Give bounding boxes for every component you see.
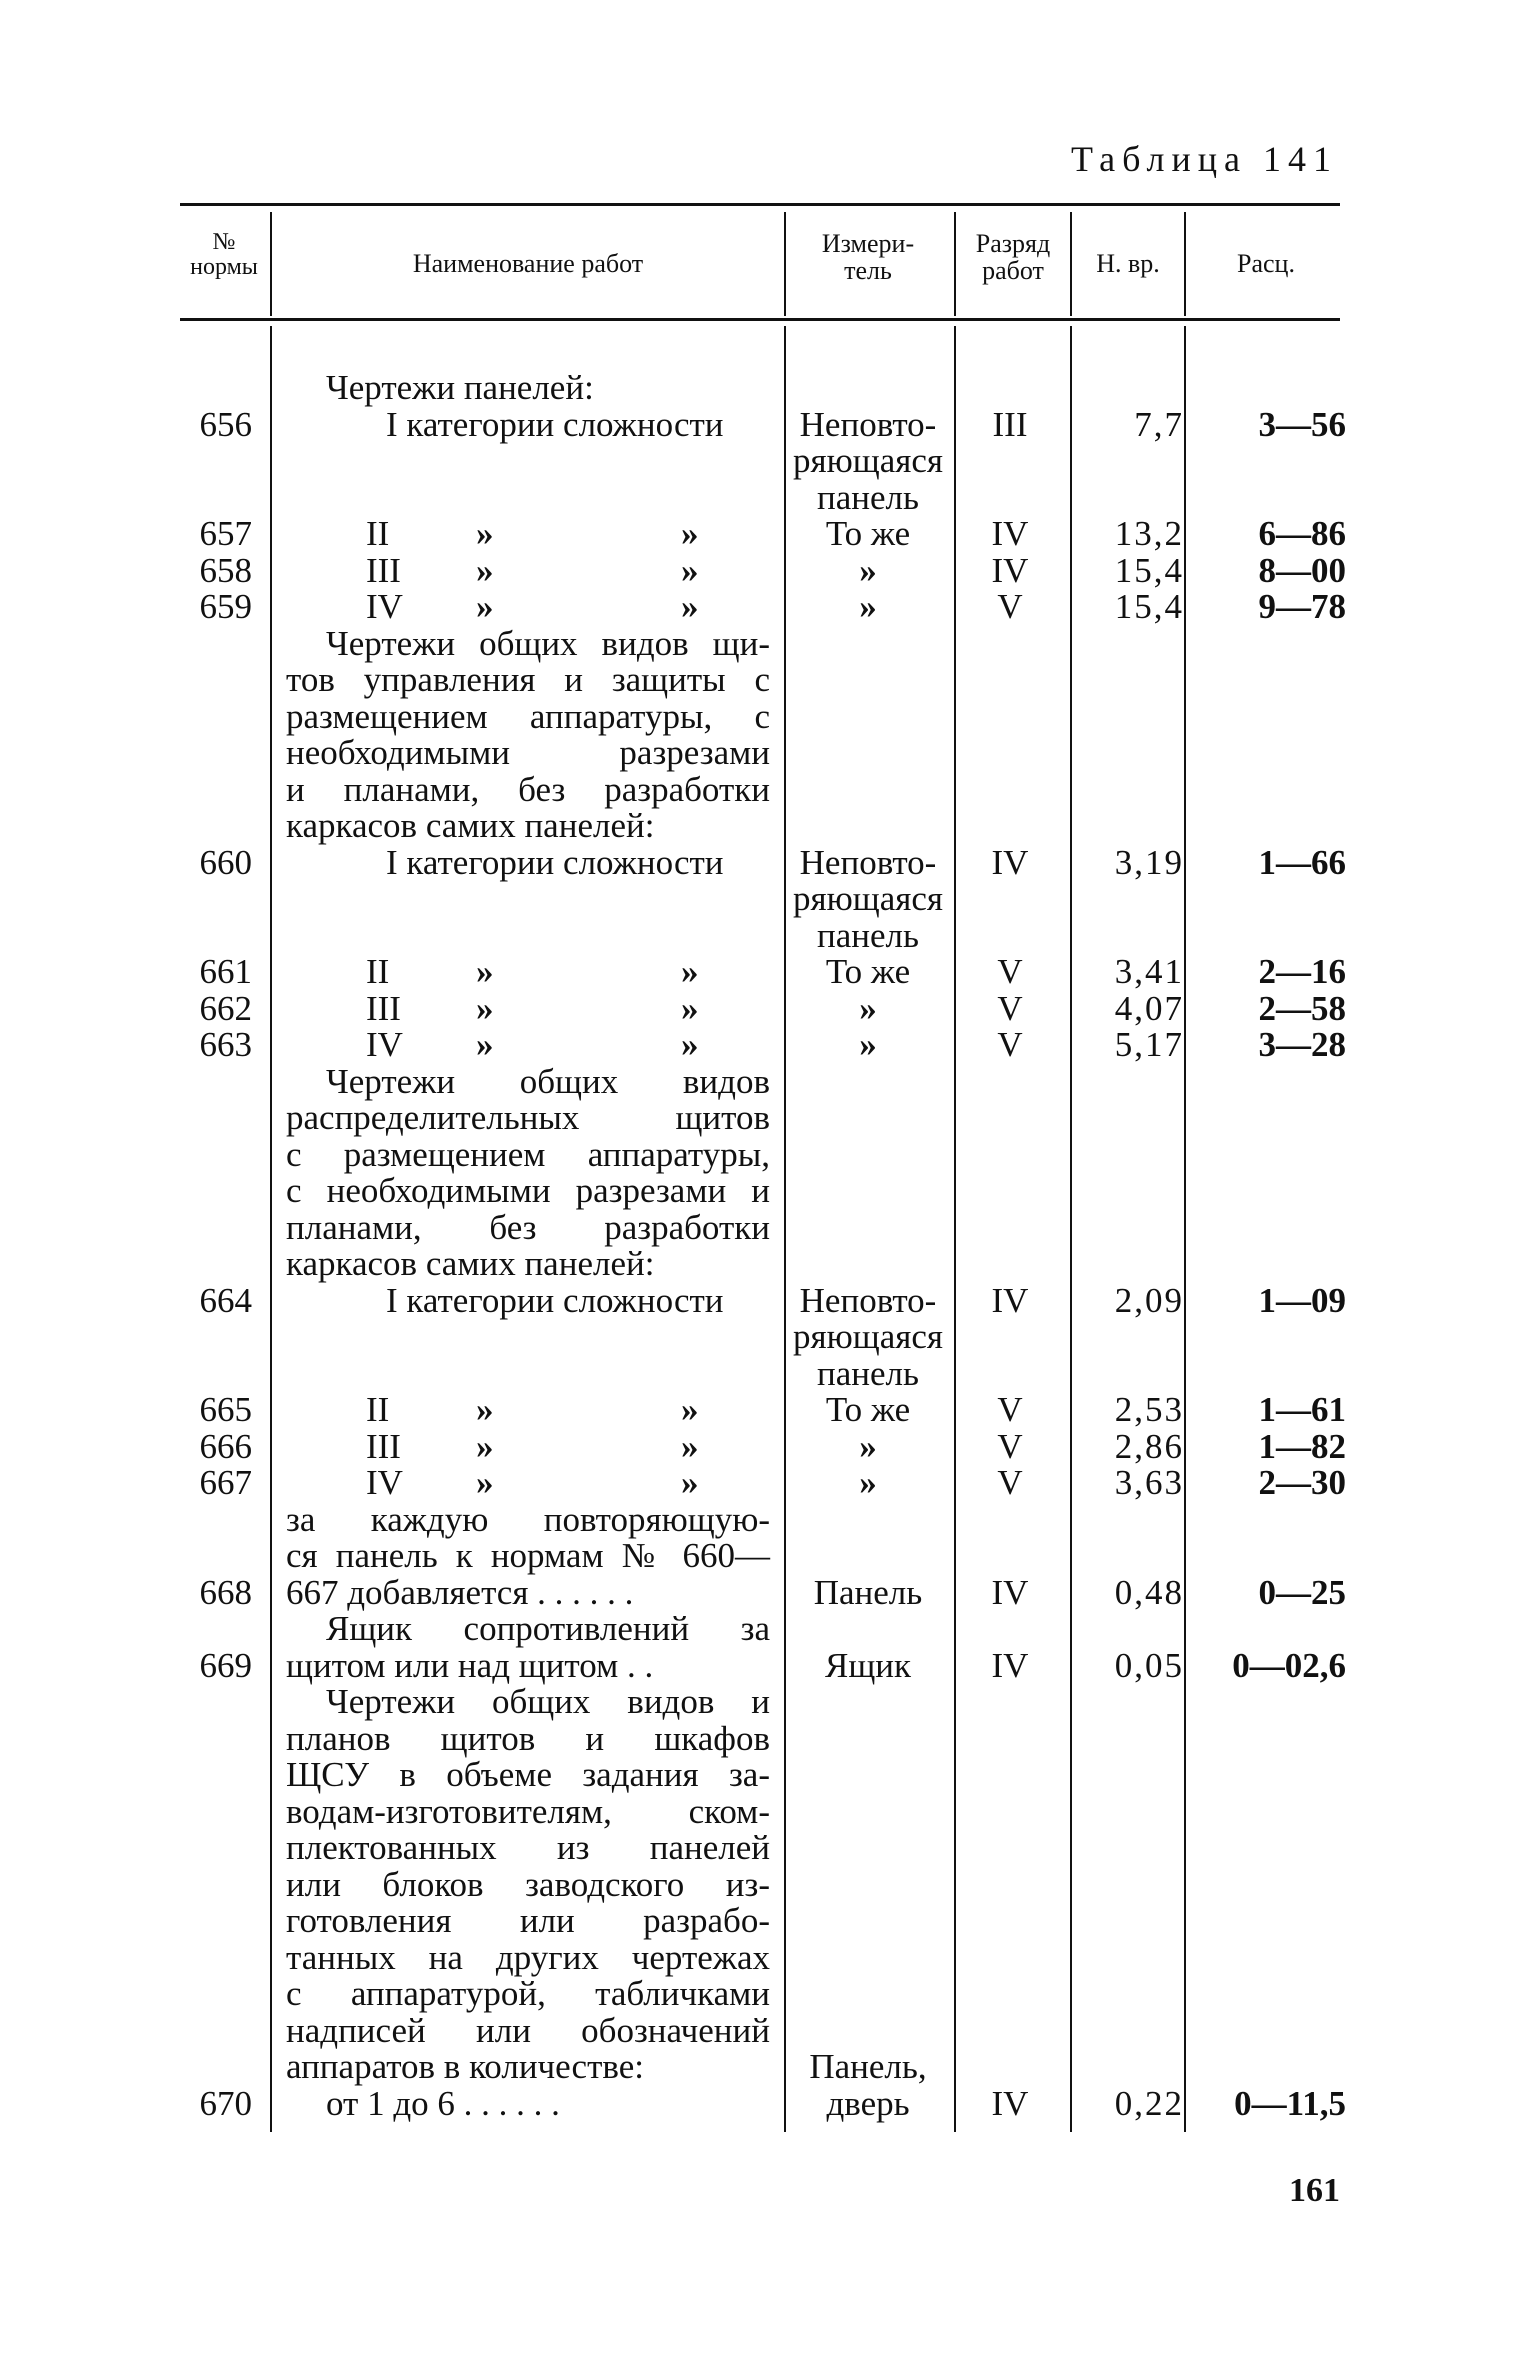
- work-name: [286, 988, 770, 1028]
- work-name-line: планами, без разработки: [286, 1207, 770, 1247]
- work-name: [286, 2083, 770, 2123]
- work-name-line: щитом или над щитом . .: [286, 1645, 654, 1685]
- table-row: [0, 404, 1536, 517]
- unit-line: То же: [825, 1390, 911, 1429]
- work-grade: IV: [991, 2083, 1029, 2123]
- norm-time: 7,7: [1134, 404, 1184, 444]
- unit-line: панель: [817, 1353, 919, 1393]
- unit-line: »: [859, 587, 877, 626]
- unit-line: Неповто-: [799, 404, 937, 444]
- header-unit: Измери-тель: [821, 229, 915, 286]
- header-rate: Расц.: [1237, 249, 1295, 278]
- unit-of-measure: [784, 842, 952, 955]
- norm-number: 662: [199, 988, 252, 1028]
- ditto-mark: »: [681, 587, 699, 626]
- table-row: [0, 623, 1536, 845]
- table-top-rule: [180, 203, 1340, 206]
- norm-number: 661: [199, 952, 252, 991]
- table-row: [0, 1465, 1536, 1502]
- unit-line: [784, 1903, 952, 1940]
- work-grade: V: [997, 587, 1023, 626]
- table-row: [0, 550, 1536, 590]
- category-roman: IV: [366, 587, 403, 626]
- work-name-line: Чертежи общих видов: [326, 1061, 770, 1101]
- work-name-line: распределительных щитов: [286, 1098, 770, 1137]
- rate-value: 0—02,6: [1232, 1645, 1346, 1685]
- ditto-line: [286, 589, 770, 626]
- rate-value: 1—09: [1258, 1280, 1346, 1320]
- table-row: [0, 516, 1536, 553]
- norm-time: 13,2: [1114, 514, 1184, 553]
- category-roman: IV: [366, 1463, 403, 1502]
- ditto-mark: »: [476, 988, 494, 1028]
- unit-of-measure: [784, 1392, 952, 1429]
- unit-line: [784, 1794, 952, 1831]
- work-name-line: Чертежи общих видов щи-: [326, 623, 770, 663]
- norm-time: 2,53: [1114, 1390, 1184, 1429]
- ditto-mark: »: [681, 952, 699, 991]
- unit-line: [784, 1976, 952, 2013]
- unit-line: [784, 1611, 952, 1648]
- work-name-line: тов управления и защиты с: [286, 660, 770, 699]
- header-name: Наименование работ: [412, 249, 644, 278]
- work-name-line: 667 добавляется . . . . . .: [286, 1572, 634, 1612]
- work-name-line: с размещением аппаратуры,: [286, 1134, 770, 1174]
- unit-line: панель: [817, 915, 919, 955]
- ditto-mark: »: [476, 1426, 494, 1466]
- table-row: [0, 988, 1536, 1028]
- norm-number: 665: [199, 1390, 252, 1429]
- unit-line: Неповто-: [799, 842, 937, 882]
- work-name-line: ЩСУ в объеме задания за-: [286, 1755, 770, 1794]
- category-roman: III: [366, 988, 401, 1028]
- norm-number: 656: [199, 404, 252, 444]
- work-name-line: и планами, без разработки: [286, 769, 770, 809]
- unit-of-measure: [784, 988, 952, 1028]
- ditto-mark: »: [681, 1463, 699, 1502]
- rate-value: 1—82: [1258, 1426, 1346, 1466]
- norm-time: 0,05: [1114, 1645, 1184, 1685]
- work-name: [286, 404, 770, 444]
- ditto-mark: »: [681, 514, 699, 553]
- ditto-mark: »: [476, 587, 494, 626]
- rate-value: 0—25: [1258, 1572, 1346, 1612]
- rate-value: 2—30: [1258, 1463, 1346, 1502]
- work-name-line: танных на других чертежах: [286, 1937, 770, 1977]
- work-name-line: I категории сложности: [386, 1280, 724, 1320]
- norm-time: 15,4: [1114, 587, 1184, 626]
- norm-number: 657: [199, 514, 252, 553]
- ditto-mark: »: [681, 1426, 699, 1466]
- unit-line: ряющаяся: [793, 879, 943, 918]
- ditto-line: [286, 954, 770, 991]
- work-grade: IV: [991, 1645, 1029, 1685]
- header-num: № нормы: [190, 229, 258, 281]
- work-name-line: или блоков заводского из-: [286, 1864, 770, 1904]
- table-row: [0, 2083, 1536, 2123]
- ditto-mark: »: [476, 1025, 494, 1064]
- category-roman: II: [366, 1390, 390, 1429]
- work-name-line: необходимыми разрезами: [286, 733, 770, 772]
- work-grade: IV: [991, 1280, 1029, 1320]
- table-row: [0, 1280, 1536, 1393]
- work-grade: IV: [991, 514, 1029, 553]
- ditto-mark: »: [476, 1390, 494, 1429]
- work-name-line: с аппаратурой, табличками: [286, 1974, 770, 2013]
- table-row: [0, 1684, 1536, 2086]
- ditto-mark: »: [476, 514, 494, 553]
- norm-number: 669: [199, 1645, 252, 1685]
- work-name: [286, 623, 770, 845]
- table-row: [0, 1426, 1536, 1466]
- rate-value: 6—86: [1258, 514, 1346, 553]
- unit-line: [784, 1757, 952, 1794]
- work-name-line: аппаратов в количестве:: [286, 2047, 644, 2086]
- unit-line: »: [859, 988, 877, 1028]
- work-name-line: ся панель к нормам № 660—: [286, 1536, 770, 1575]
- unit-line: панель: [817, 477, 919, 517]
- work-grade: IV: [991, 842, 1029, 882]
- work-grade: V: [997, 1463, 1023, 1502]
- category-roman: II: [366, 514, 390, 553]
- ditto-mark: »: [681, 1390, 699, 1429]
- table-row: [0, 1392, 1536, 1429]
- unit-line: »: [859, 1025, 877, 1064]
- unit-of-measure: [784, 404, 952, 517]
- header-separator: [954, 212, 956, 316]
- unit-line: ряющаяся: [793, 441, 943, 480]
- work-name: [286, 1426, 770, 1466]
- category-roman: III: [366, 550, 401, 590]
- work-name-line: каркасов самих панелей:: [286, 806, 655, 845]
- work-grade: V: [997, 1426, 1023, 1466]
- unit-line: То же: [825, 514, 911, 553]
- unit-of-measure: [784, 589, 952, 626]
- work-name-line: водам-изготовителям, ском-: [286, 1791, 770, 1831]
- unit-of-measure: [784, 1611, 952, 1684]
- norm-time: 2,86: [1114, 1426, 1184, 1466]
- work-name: [286, 1392, 770, 1429]
- work-name-line: Ящик сопротивлений за: [326, 1609, 770, 1648]
- work-grade: III: [992, 404, 1028, 444]
- norm-time: 0,48: [1114, 1572, 1184, 1612]
- work-name: [286, 1027, 770, 1064]
- norm-number: 663: [199, 1025, 252, 1064]
- unit-line: [784, 1830, 952, 1867]
- unit-line: Неповто-: [799, 1280, 937, 1320]
- work-grade: V: [997, 988, 1023, 1028]
- work-name: [286, 1465, 770, 1502]
- header-grade: Разряд работ: [975, 229, 1051, 286]
- table-row: [0, 589, 1536, 626]
- norm-time: 3,19: [1114, 842, 1184, 882]
- rate-value: 2—58: [1258, 988, 1346, 1028]
- unit-line: [784, 1538, 952, 1575]
- unit-line: То же: [825, 952, 911, 991]
- unit-of-measure: [784, 1684, 952, 2086]
- work-name-line: надписей или обозначений: [286, 2010, 770, 2050]
- work-name: [286, 1684, 770, 2086]
- ditto-mark: »: [681, 550, 699, 590]
- unit-line: [784, 2013, 952, 2050]
- unit-line: »: [859, 1426, 877, 1466]
- norm-number: 658: [199, 550, 252, 590]
- table-row: [0, 954, 1536, 991]
- page-number: 161: [1289, 2172, 1340, 2209]
- work-name-line: планов щитов и шкафов: [286, 1718, 770, 1758]
- rate-value: 3—28: [1258, 1025, 1346, 1064]
- norm-number: 668: [199, 1572, 252, 1612]
- ditto-mark: »: [476, 1463, 494, 1502]
- work-name: [286, 550, 770, 590]
- norm-time: 3,63: [1114, 1463, 1184, 1502]
- ditto-line: [286, 1426, 770, 1466]
- ditto-line: [286, 550, 770, 590]
- work-name-line: каркасов самих панелей:: [286, 1244, 655, 1283]
- table-body: [0, 370, 1536, 2122]
- norm-time: 3,41: [1114, 952, 1184, 991]
- work-grade: V: [997, 952, 1023, 991]
- ditto-mark: »: [681, 1025, 699, 1064]
- table-caption: Таблица 141: [1071, 139, 1338, 179]
- unit-line: Ящик: [824, 1645, 912, 1685]
- unit-line: ряющаяся: [793, 1317, 943, 1356]
- work-name: [286, 370, 770, 407]
- work-grade: V: [997, 1025, 1023, 1064]
- table-row: [0, 1499, 1536, 1612]
- work-name-line: с необходимыми разрезами и: [286, 1171, 770, 1210]
- work-name: [286, 1499, 770, 1612]
- work-name-line: от 1 до 6 . . . . . .: [326, 2083, 560, 2123]
- work-name-line: размещением аппаратуры, с: [286, 696, 770, 736]
- rate-value: 2—16: [1258, 952, 1346, 991]
- header-separator: [784, 212, 786, 316]
- rate-value: 9—78: [1258, 587, 1346, 626]
- ditto-line: [286, 1027, 770, 1064]
- rate-value: 8—00: [1258, 550, 1346, 590]
- ditto-line: [286, 1465, 770, 1502]
- table-row: [0, 370, 1536, 407]
- norm-time: 4,07: [1114, 988, 1184, 1028]
- unit-of-measure: [784, 550, 952, 590]
- category-roman: III: [366, 1426, 401, 1466]
- work-name-line: Чертежи панелей:: [326, 368, 594, 407]
- norm-number: 660: [199, 842, 252, 882]
- work-grade: IV: [991, 1572, 1029, 1612]
- unit-line: »: [859, 550, 877, 590]
- work-name-line: Чертежи общих видов и: [326, 1682, 770, 1721]
- header-time: Н. вр.: [1096, 249, 1160, 278]
- work-grade: IV: [991, 550, 1029, 590]
- table-row: [0, 842, 1536, 955]
- unit-of-measure: [784, 516, 952, 553]
- unit-line: дверь: [826, 2083, 910, 2123]
- norm-number: 670: [199, 2083, 252, 2123]
- norm-number: 666: [199, 1426, 252, 1466]
- ditto-mark: »: [681, 988, 699, 1028]
- table-row: [0, 1061, 1536, 1283]
- unit-of-measure: [784, 1027, 952, 1064]
- unit-line: [784, 1502, 952, 1539]
- work-name: [286, 842, 770, 882]
- work-name: [286, 1280, 770, 1320]
- ditto-mark: »: [476, 952, 494, 991]
- rate-value: 1—66: [1258, 842, 1346, 882]
- unit-line: Панель: [813, 1572, 923, 1612]
- rate-value: 0—11,5: [1234, 2083, 1346, 2123]
- work-name-line: I категории сложности: [386, 842, 724, 882]
- unit-line: Панель,: [809, 2047, 927, 2086]
- norm-time: 2,09: [1114, 1280, 1184, 1320]
- work-name-line: за каждую повторяющую-: [286, 1499, 770, 1539]
- rate-value: 3—56: [1258, 404, 1346, 444]
- ditto-line: [286, 1392, 770, 1429]
- norm-number: 659: [199, 587, 252, 626]
- work-name: [286, 1061, 770, 1283]
- unit-of-measure: [784, 1502, 952, 1612]
- work-name-line: готовления или разрабо-: [286, 1901, 770, 1940]
- table-row: [0, 1027, 1536, 1064]
- unit-of-measure: [784, 2083, 952, 2123]
- norm-number: 664: [199, 1280, 252, 1320]
- unit-line: [784, 1721, 952, 1758]
- category-roman: IV: [366, 1025, 403, 1064]
- unit-line: »: [859, 1463, 877, 1502]
- work-grade: V: [997, 1390, 1023, 1429]
- work-name: [286, 1611, 770, 1684]
- norm-number: 667: [199, 1463, 252, 1502]
- unit-line: [784, 1867, 952, 1904]
- norm-time: 5,17: [1114, 1025, 1184, 1064]
- category-roman: II: [366, 952, 390, 991]
- unit-line: [784, 1940, 952, 1977]
- rate-value: 1—61: [1258, 1390, 1346, 1429]
- work-name: [286, 954, 770, 991]
- work-name-line: плектованных из панелей: [286, 1828, 770, 1867]
- work-name: [286, 516, 770, 553]
- unit-of-measure: [784, 1280, 952, 1393]
- work-name: [286, 589, 770, 626]
- unit-of-measure: [784, 1465, 952, 1502]
- norm-time: 0,22: [1114, 2083, 1184, 2123]
- unit-line: [784, 1684, 952, 1721]
- work-name-line: I категории сложности: [386, 404, 724, 444]
- ditto-line: [286, 988, 770, 1028]
- ditto-mark: »: [476, 550, 494, 590]
- norm-time: 15,4: [1114, 550, 1184, 590]
- unit-of-measure: [784, 954, 952, 991]
- ditto-line: [286, 516, 770, 553]
- header-bottom-rule: [180, 318, 1340, 321]
- table-row: [0, 1611, 1536, 1684]
- unit-of-measure: [784, 1426, 952, 1466]
